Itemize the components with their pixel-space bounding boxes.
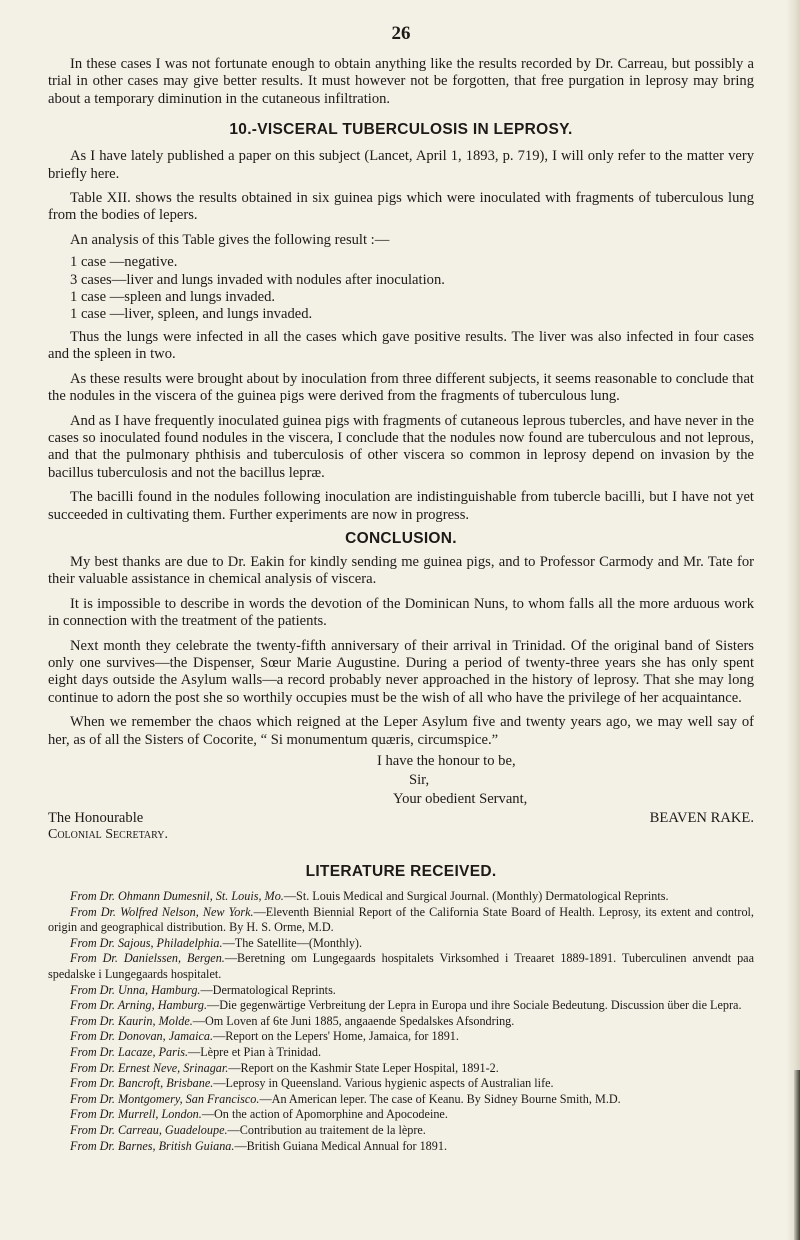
literature-entry: [48, 1123, 754, 1139]
literature-entry: [48, 983, 754, 999]
literature-source: From Dr. Unna, Hamburg.: [70, 982, 201, 997]
literature-source: From Dr. Sajous, Philadelphia.: [70, 935, 223, 950]
signature-line: Sir,: [409, 772, 430, 788]
paragraph: When we remember the chaos which reigned at the Leper Asylum five and twenty years ago, we may well say of her, as of all the Sisters of Cocorite, “ Si monumentum quæris, circumspice.”: [48, 714, 754, 748]
literature-entry: [48, 1061, 754, 1077]
literature-entry: [48, 1029, 754, 1045]
literature-text: —On the action of Apomorphine and Apocodeine.: [201, 1107, 448, 1122]
literature-source: From Dr. Carreau, Guadeloupe.: [70, 1122, 228, 1137]
author-name: BEAVEN RAKE.: [649, 810, 754, 826]
page-number: 26: [391, 23, 411, 44]
addressee-title: Colonial Secretary.: [48, 827, 168, 842]
literature-text: —Report on the Lepers' Home, Jamaica, for 1891.: [213, 1029, 459, 1044]
literature-entry: [48, 905, 754, 936]
paragraphs-b: [48, 329, 754, 524]
paragraph: It is impossible to describe in words the devotion of the Dominican Nuns, to whom falls all the more arduous work in connection with the treatment of the patients.: [48, 595, 754, 630]
paragraph: And as I have frequently inoculated guinea pigs with fragments of cutaneous leprous tubercles, and have never in the cases so inoculated found nodules in the viscera, I conclude that the nodules now found are tuberculous and not leprous, and that the pulmonary phthisis and tuberculosis of other viscera so common in leprosy depend on invasion by the bacillus tuberculosis and not the bacillus lepræ.: [48, 412, 754, 481]
results-list: [48, 254, 754, 324]
paragraph: As these results were brought about by inoculation from three different subjects, it seems reasonable to conclude that the nodules in the viscera of the guinea pigs were derived from the fragments of tuberculous lung.: [48, 370, 754, 405]
literature-text: —Eleventh Biennial Report of the California State Board of Health. Leprosy, its extent and control, origin and geographical distribution. By H. S. Orme, M.D.: [48, 904, 754, 935]
literature-source: From Dr. Danielssen, Bergen.: [70, 951, 225, 966]
literature-text: —British Guiana Medical Annual for 1891.: [234, 1138, 448, 1153]
literature-entry: [48, 1076, 754, 1092]
paragraph: Table XII. shows the results obtained in six guinea pigs which were inoculated with fragments of tuberculous lung from the bodies of lepers.: [48, 190, 754, 224]
literature-text: —The Satellite—(Monthly).: [222, 935, 363, 950]
literature-text: —St. Louis Medical and Surgical Journal. (Monthly) Dermatological Reprints.: [283, 889, 669, 903]
literature-source: From Dr. Arning, Hamburg.: [70, 998, 208, 1013]
literature-entry: [48, 951, 754, 982]
list-item: 1 case —spleen and lungs invaded.: [70, 289, 276, 306]
paragraph: An analysis of this Table gives the following result :—: [70, 231, 390, 248]
literature-text: —An American leper. The case of Keanu. By Sidney Bourne Smith, M.D.: [259, 1091, 621, 1106]
literature-source: From Dr. Donovan, Jamaica.: [70, 1029, 214, 1044]
paragraph: My best thanks are due to Dr. Eakin for kindly sending me guinea pigs, and to Professor Carmody and Mr. Tate for their valuable assistance in chemical analysis of viscera.: [48, 553, 754, 588]
literature-source: From Dr. Kaurin, Molde.: [70, 1013, 193, 1028]
literature-entry: [48, 1092, 754, 1108]
intro-paragraph: In these cases I was not fortunate enough to obtain anything like the results recorded by Dr. Carreau, but possibly a trial in other cases may give better results. It must however not be forgotten, that free purgation in leprosy may bring about a temporary diminution in the cutaneous infiltration.: [48, 56, 754, 107]
signature-line: I have the honour to be,: [377, 753, 516, 769]
conclusion-heading: CONCLUSION.: [345, 529, 457, 547]
literature-text: —Leprosy in Queensland. Various hygienic aspects of Australian life.: [213, 1076, 554, 1091]
literature-source: From Dr. Ernest Neve, Srinagar.: [70, 1060, 229, 1075]
paragraph: Next month they celebrate the twenty-fifth anniversary of their arrival in Trinidad. Of the original band of Sisters only one survives—the Dispenser, Sœur Marie Augustine. During a period of twenty-three years she has only spent eight days outside the Asylum walls—a record probably never approached in the history of leprosy. That she may long continue to adorn the post she so worthily occupies must be the wish of all who have the privilege of her acquaintance.: [48, 637, 754, 706]
literature-source: From Dr. Barnes, British Guiana.: [70, 1138, 235, 1153]
literature-text: —Beretning om Lungegaards hospitalets Virksomhed i Treaaret 1889-1891. Tuberculinen anvendt paa spedalske i Lungegaards hospitalet.: [48, 951, 754, 981]
paragraph: As I have lately published a paper on this subject (Lancet, April 1, 1893, p. 719), I will only refer to the matter very briefly here.: [48, 148, 754, 182]
literature-list: [48, 889, 754, 1154]
literature-source: From Dr. Wolfred Nelson, New York.: [70, 904, 254, 919]
literature-text: —Dermatological Reprints.: [200, 982, 336, 997]
literature-text: —Om Loven af 6te Juni 1885, angaaende Spedalskes Afsondring.: [192, 1013, 515, 1028]
literature-entry: [48, 1107, 754, 1123]
literature-source: From Dr. Ohmann Dumesnil, St. Louis, Mo.: [70, 889, 284, 903]
paragraph: The bacilli found in the nodules following inoculation are indistinguishable from tubercle bacilli, but I have not yet succeeded in cultivating them. Further experiments are now in progress.: [48, 489, 754, 523]
signature-line: Your obedient Servant,: [393, 791, 528, 807]
literature-entry: [48, 936, 754, 952]
literature-source: From Dr. Lacaze, Paris.: [70, 1044, 189, 1059]
page-edge-shadow: [794, 1070, 800, 1240]
list-item: 1 case —liver, spleen, and lungs invaded.: [70, 306, 313, 323]
literature-source: From Dr. Murrell, London.: [70, 1107, 202, 1122]
section-heading: 10.-VISCERAL TUBERCULOSIS IN LEPROSY.: [229, 121, 573, 139]
page-edge: [786, 0, 800, 1240]
literature-entry: [48, 1014, 754, 1030]
literature-text: —Report on the Kashmir State Leper Hospital, 1891-2.: [228, 1060, 499, 1075]
literature-text: —Contribution au traitement de la lèpre.: [227, 1122, 426, 1137]
literature-heading: LITERATURE RECEIVED.: [305, 863, 497, 880]
literature-entry: [48, 1139, 754, 1155]
paragraphs-a: [48, 148, 754, 249]
literature-entry: [48, 998, 754, 1014]
signature-block: [48, 752, 754, 843]
signature-row: [48, 809, 754, 827]
literature-entry: [48, 889, 754, 905]
addressee: The Honourable: [48, 810, 144, 826]
paragraph: Thus the lungs were infected in all the cases which gave positive results. The liver was also infected in four cases and the spleen in two.: [48, 328, 754, 363]
literature-source: From Dr. Montgomery, San Francisco.: [70, 1091, 260, 1106]
list-item: 3 cases—liver and lungs invaded with nodules after inoculation.: [70, 271, 445, 288]
document-page: [48, 0, 754, 1240]
literature-source: From Dr. Bancroft, Brisbane.: [70, 1076, 214, 1091]
literature-text: —Die gegenwärtige Verbreitung der Lepra in Europa und ihre Sociale Bedeutung. Discussion über die Lepra.: [207, 998, 742, 1013]
literature-entry: [48, 1045, 754, 1061]
list-item: 1 case —negative.: [70, 254, 178, 271]
paragraphs-c: [48, 554, 754, 749]
literature-text: —Lèpre et Pian à Trinidad.: [188, 1044, 322, 1059]
